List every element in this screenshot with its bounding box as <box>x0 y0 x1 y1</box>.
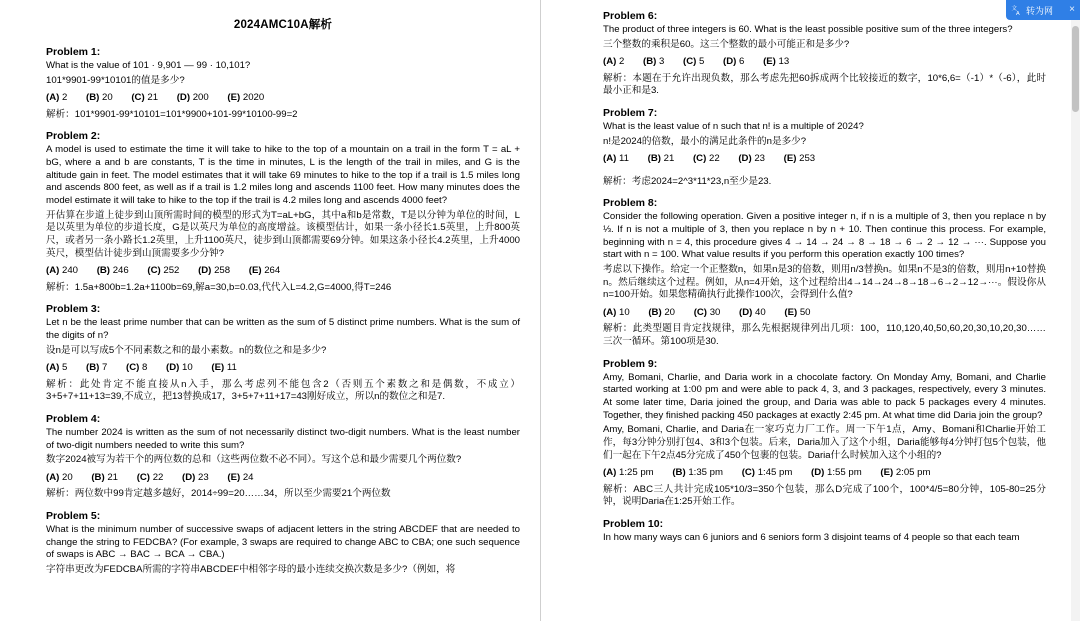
problem-solution: 解析：此类型题目肯定找规律，那么先根据规律列出几项：100，110,120,40,50,60,20,30,10,20,30……三次一循环。第100项是30. <box>603 323 1046 348</box>
choice-text: 20 <box>62 472 73 484</box>
choice-c <box>137 471 164 484</box>
problem-statement-cn: 三个整数的乘积是60。这三个整数的最小可能正和是多少? <box>603 38 850 50</box>
choice-e <box>784 306 810 319</box>
choice-text: 1:45 pm <box>757 467 793 479</box>
problem-block <box>603 358 1046 509</box>
choice-text: 253 <box>799 153 816 165</box>
answer-choices <box>603 152 1046 165</box>
choice-text: 6 <box>739 56 745 68</box>
problem-heading: Problem 2: <box>46 130 101 143</box>
choice-label: (C) <box>126 362 140 374</box>
problem-solution: 解析：考虑2024=2^3*11*23,n至少是23. <box>603 175 772 187</box>
choice-label: (C) <box>147 265 161 277</box>
problem-statement-cn: 数字2024被写为若干个的两位数的总和（这些两位数不必不同）。写这个总和最少需要几个两位数? <box>46 454 462 466</box>
choice-text: 11 <box>226 362 237 374</box>
choice-label: (B) <box>648 307 662 319</box>
problem-block <box>46 46 520 121</box>
choice-label: (B) <box>91 472 105 484</box>
choice-label: (E) <box>248 265 262 277</box>
choice-label: (D) <box>198 265 212 277</box>
choice-c <box>147 264 179 277</box>
problem-statement-cn: n!是2024的倍数，最小的满足此条件的n是多少? <box>603 135 807 147</box>
problem-heading: Problem 10: <box>603 518 664 531</box>
choice-text: 7 <box>102 362 108 374</box>
problem-statement-en: What is the value of 101 · 9,901 — 99 · 10,101? <box>46 60 251 71</box>
choice-b <box>643 55 664 68</box>
problem-block <box>603 10 1046 98</box>
choice-label: (D) <box>723 56 737 68</box>
choice-text: 1:25 pm <box>619 467 654 479</box>
choice-label: (A) <box>46 472 60 484</box>
choice-b <box>97 264 129 277</box>
answer-choices <box>603 55 1046 68</box>
choice-label: (E) <box>211 362 225 374</box>
translate-button-label: 转为网 <box>1026 5 1054 16</box>
choice-text: 258 <box>214 265 231 277</box>
problem-statement-en: Consider the following operation. Given a positive integer n, if n is a multiple of 3, then you replace n by ⅓. If n is not a multiple of 3, then you replace n by n + 10. Then continue this process. For example, beginning with n = 4, this procedure gives 4 → 14 → 24 → 8 → 18 → 6 → 2 → 12 → ···. Suppose you start with n = 100. What value results if you perform this operation exactly 100 times? <box>603 211 1046 261</box>
choice-text: 10 <box>619 307 630 319</box>
choice-text: 2020 <box>242 92 265 104</box>
choice-text: 240 <box>62 265 79 277</box>
choice-text: 264 <box>264 265 281 277</box>
choice-text: 2 <box>619 56 625 68</box>
choice-text: 21 <box>663 153 675 165</box>
choice-label: (B) <box>96 265 111 277</box>
choice-label: (A) <box>46 265 60 277</box>
problem-statement-cn: 字符串更改为FEDCBA所需的字符串ABCDEF中相邻字母的最小连续交换次数是多少?（例如，将 <box>46 564 456 576</box>
choice-label: (E) <box>783 153 797 165</box>
choice-text: 24 <box>242 472 254 484</box>
choice-d <box>738 152 765 165</box>
choice-label: (D) <box>811 467 825 479</box>
problem-block <box>603 197 1046 348</box>
choice-label: (B) <box>86 92 100 104</box>
choice-c <box>693 152 720 165</box>
choice-text: 1:55 pm <box>827 467 862 479</box>
choice-label: (A) <box>603 307 617 319</box>
choice-label: (D) <box>739 307 753 319</box>
choice-d <box>198 264 230 277</box>
choice-text: 23 <box>198 472 209 484</box>
choice-c <box>742 466 793 479</box>
problem-statement-en: Let n be the least prime number that can be written as the sum of 5 distinct prime numbers. What is the sum of the digits of n? <box>46 317 520 342</box>
problem-heading: Problem 3: <box>46 303 101 316</box>
choice-a <box>46 91 67 104</box>
problem-block <box>46 130 520 294</box>
choice-text: 23 <box>754 153 765 165</box>
choice-label: (A) <box>603 56 617 68</box>
choice-c <box>126 361 147 374</box>
choice-b <box>648 152 675 165</box>
choice-label: (C) <box>131 92 145 104</box>
choice-label: (A) <box>46 362 60 374</box>
choice-c <box>131 91 158 104</box>
choice-a <box>46 264 78 277</box>
choice-label: (D) <box>176 92 191 104</box>
problem-solution: 解析：ABC三人共计完成105*10/3=350个包装，那么D完成了100个，100*4/5=80分钟，105-80=25分钟，说明Daria在1:25开始工作。 <box>603 483 1046 508</box>
choice-text: 252 <box>163 265 180 277</box>
choice-e <box>211 361 236 374</box>
answer-choices <box>603 466 1046 479</box>
choice-text: 40 <box>755 307 766 319</box>
choice-b <box>648 306 675 319</box>
scrollbar-thumb[interactable] <box>1072 26 1079 112</box>
choice-text: 2:05 pm <box>895 467 931 479</box>
choice-text: 3 <box>659 56 665 68</box>
choice-label: (B) <box>672 467 686 479</box>
answer-choices <box>46 471 520 484</box>
choice-label: (B) <box>86 362 100 374</box>
choice-label: (C) <box>136 472 151 484</box>
choice-a <box>46 471 73 484</box>
choice-b <box>91 471 118 484</box>
choice-label: (D) <box>166 362 180 374</box>
problem-heading: Problem 4: <box>46 413 101 426</box>
choice-e <box>227 471 253 484</box>
translate-button[interactable] <box>1006 0 1080 20</box>
choice-text: 20 <box>102 92 113 104</box>
choice-text: 1:35 pm <box>688 467 724 479</box>
choice-d <box>182 471 209 484</box>
choice-label: (E) <box>227 92 241 104</box>
problem-solution: 解析：101*9901-99*10101=101*9900+101-99*10100-99=2 <box>46 108 298 120</box>
choice-label: (B) <box>647 153 661 165</box>
choice-c <box>683 55 704 68</box>
answer-choices <box>603 306 1046 319</box>
choice-label: (D) <box>738 153 752 165</box>
problem-statement-cn: 开估算在步道上徒步到山顶所需时间的模型的形式为T=aL+bG，其中a和b是常数，T是以分钟为单位的时间，L是以英里为单位的步道长度，G是以英尺为单位的高度增益。该模型估计，如果一条小径长1.5英里，上升800英尺，或者另一条小路长1.2英里，上升1100英尺，徒步到山顶都需要69分钟。如果这条小径长4.2英里，上升4000英尺，模型估计徒步到山顶需要多少分钟? <box>46 209 520 259</box>
answer-choices <box>46 361 520 374</box>
problem-statement-cn: 设n是可以写成5个不同素数之和的最小素数。n的数位之和是多少? <box>46 344 327 356</box>
choice-d <box>739 306 766 319</box>
problem-solution: 解析：两位数中99肯定越多越好，2014÷99=20……34，所以至少需要21个两位数 <box>46 488 391 500</box>
problem-block <box>46 510 520 577</box>
choice-label: (B) <box>643 56 657 68</box>
choice-d <box>166 361 193 374</box>
problem-statement-en: The product of three integers is 60. What is the least possible positive sum of the three integers? <box>603 24 1013 35</box>
problem-solution: 解析：此处肯定不能直接从n入手，那么考虑列不能包含2（否则五个素数之和是偶数，不成立）3+5+7+11+13=39,不成立，把13替换成17，3+5+7+11+17=43刚好成立，所以n的数位之和是7. <box>46 378 520 403</box>
problem-heading: Problem 9: <box>603 357 658 370</box>
choice-text: 21 <box>147 92 159 104</box>
problem-statement-en: What is the minimum number of successive swaps of adjacent letters in the string ABCDEF that are needed to change the string to FEDCBA? (For example, 3 swaps are required to change ABC to CBA; one such sequence of swaps is ABC → BAC → BCA → CBA.) <box>46 524 520 561</box>
choice-label: (E) <box>763 56 776 68</box>
problem-statement-cn: Amy, Bomani, Charlie, and Daria在一家巧克力厂工作。周一下午1点，Amy、Bomani和Charlie开始工作，每3分钟分别打包4、3和3个包装。后来，Daria加入了这个小组，Daria能够每4分钟打包5个包装，他们一起在下午2点45分完成了450个包裹的包装。Daria什么时候加入这个小组的? <box>603 424 1046 461</box>
problem-statement-en: In how many ways can 6 juniors and 6 seniors form 3 disjoint teams of 4 people so that each team <box>603 532 1020 544</box>
choice-label: (A) <box>603 467 617 479</box>
problem-heading: Problem 8: <box>603 197 658 210</box>
choice-text: 22 <box>708 153 720 165</box>
choice-a <box>603 306 630 319</box>
choice-label: (E) <box>784 307 798 319</box>
problem-block <box>603 518 1046 545</box>
choice-text: 2 <box>62 92 68 104</box>
choice-text: 5 <box>699 56 705 68</box>
choice-label: (C) <box>693 307 708 319</box>
problem-block <box>603 107 1046 188</box>
choice-c <box>694 306 721 319</box>
close-icon[interactable]: × <box>1069 4 1075 15</box>
choice-label: (A) <box>46 92 60 104</box>
choice-text: 21 <box>107 472 119 484</box>
choice-text: 5 <box>62 362 68 374</box>
problem-heading: Problem 1: <box>46 46 101 58</box>
choice-text: 20 <box>664 307 676 319</box>
choice-a <box>603 55 624 68</box>
problem-block <box>46 303 520 404</box>
choice-a <box>603 466 654 479</box>
choice-label: (C) <box>683 56 697 68</box>
choice-text: 22 <box>152 472 164 484</box>
choice-e <box>227 91 264 104</box>
vertical-scrollbar[interactable] <box>1071 0 1080 621</box>
translate-icon <box>1011 4 1023 16</box>
choice-label: (C) <box>741 467 756 479</box>
problem-statement-cn: 考虑以下操作。给定一个正整数n，如果n是3的倍数，则用n/3替换n。如果n不是3的倍数，则用n+10替换n。然后继续这个过程。例如，从n=4开始，这个过程给出4→14→24→8→18→6→2→12→···。假设你从n=100开始。如果您精确执行此操作100次，会得到什么值? <box>603 264 1046 301</box>
problem-statement-en: A model is used to estimate the time it will take to hike to the top of a mountain on a trail in the form T = aL + bG, where a and b are constants, T is the time in minutes, L is the length of the trail in miles, and G is the altitude gain in feet. The model estimates that it will take 69 minutes to hike to the top if a trail is 1.5 miles long and ascends 800 feet, as well as if a trail is 1.2 miles long and ascends 1100 feet. How many minutes does the model estimate it will take to hike to the top if the trail is 4.2 miles long and ascends 4000 feet? <box>46 144 520 207</box>
problem-heading: Problem 6: <box>603 10 658 22</box>
choice-text: 11 <box>619 153 629 165</box>
choice-label: (D) <box>182 472 196 484</box>
choice-text: 8 <box>142 362 148 374</box>
choice-label: (C) <box>692 153 707 165</box>
choice-text: 246 <box>112 265 129 277</box>
choice-e <box>249 264 280 277</box>
choice-text: 200 <box>192 92 209 104</box>
choice-b <box>672 466 723 479</box>
choice-e <box>784 152 815 165</box>
choice-label: (E) <box>880 467 894 479</box>
choice-text: 50 <box>799 307 811 319</box>
choice-label: (A) <box>603 153 617 165</box>
problem-heading: Problem 5: <box>46 510 101 523</box>
problem-heading: Problem 7: <box>603 107 658 120</box>
choice-label: (E) <box>227 472 241 484</box>
choice-b <box>86 91 113 104</box>
choice-text: 13 <box>778 56 790 68</box>
choice-e <box>880 466 930 479</box>
choice-d <box>723 55 744 68</box>
answer-choices <box>46 91 520 104</box>
choice-a <box>603 152 629 165</box>
problem-statement-en: What is the least value of n such that n! is a multiple of 2024? <box>603 121 864 133</box>
problem-solution: 解析：本题在于允许出现负数，那么考虑先把60拆成两个比较接近的数字，10*6,6=（-1）*（-6），此时最小正和是3. <box>603 72 1046 97</box>
problem-statement-en: Amy, Bomani, Charlie, and Daria work in a chocolate factory. On Monday Amy, Bomani, and Charlie started working at 1:00 pm and were able to pack 4, 3, and 3 packages, respectively, every 3 minutes. At some later time, Daria joined the group, and Daria was able to pack 5 packages every 4 minutes. Together, they finished packing 450 packages at exactly 2:45 pm. At what time did Daria join the group? <box>603 371 1046 421</box>
svg-text:A: A <box>1016 11 1020 16</box>
choice-text: 10 <box>182 362 193 374</box>
choice-text: 30 <box>709 307 721 319</box>
problem-block <box>46 413 520 501</box>
choice-e <box>763 55 789 68</box>
problem-statement-en: The number 2024 is written as the sum of not necessarily distinct two-digit numbers. What is the least number of two-digit numbers needed to write this sum? <box>46 427 520 451</box>
choice-a <box>46 361 67 374</box>
problem-statement-cn: 101*9901-99*10101的值是多少? <box>46 74 185 86</box>
right-column <box>540 0 1080 621</box>
choice-b <box>86 361 107 374</box>
answer-choices <box>46 264 520 277</box>
choice-d <box>177 91 209 104</box>
problem-solution: 解析：1.5a+800b=1.2a+1100b=69,解a=30,b=0.03,代代入L=4.2,G=4000,得T=246 <box>46 281 392 293</box>
svg-text:文: 文 <box>1011 6 1018 12</box>
choice-d <box>811 466 862 479</box>
page-title: 2024AMC10A解析 <box>233 19 333 31</box>
